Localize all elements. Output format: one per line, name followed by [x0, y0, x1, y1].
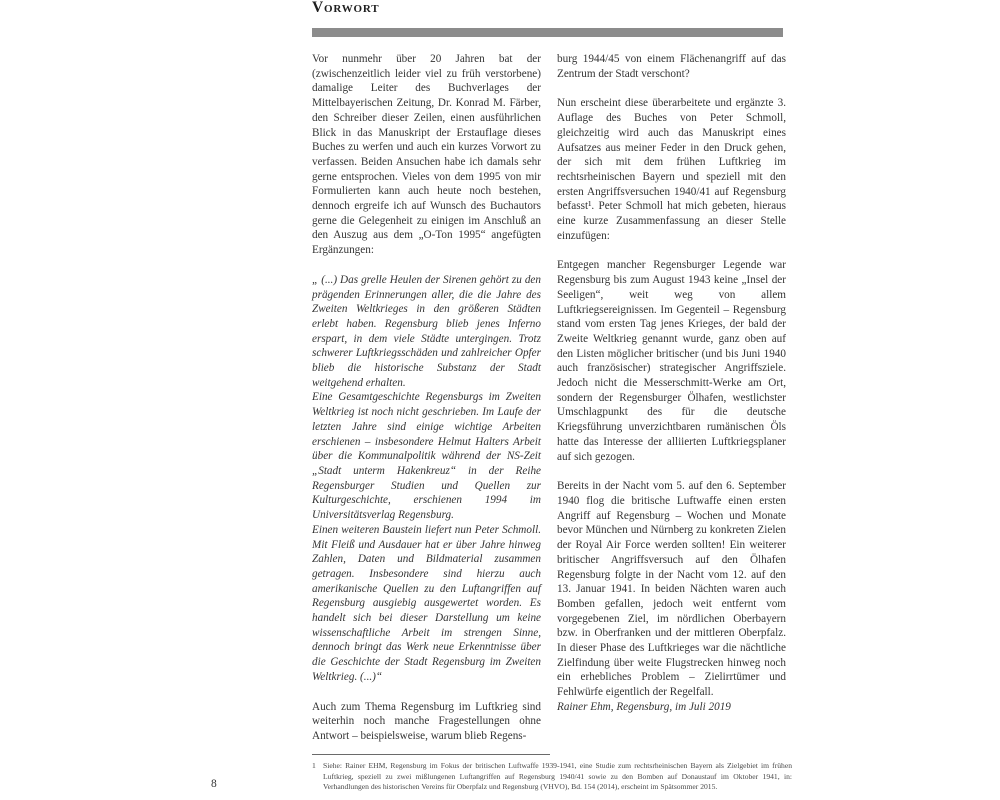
title-rule-bar: [312, 28, 783, 37]
foreword-paragraph-new-edition: Nun erscheint diese überarbeitete und ergänzte 3. Auflage des Buches von Peter Schmoll, gleichzeitig wird auch das Manuskript eines Aufsatzes aus meiner Feder in den Druck gehen, der sich mit dem frühen Luftkrieg im rechtsrheinischen Bayern und speziell mit den ersten Angriffsversuchen 1940/41 auf Regensburg befasst¹. Peter Schmoll hat mich gebeten, hieraus eine kurze Zusammenfassung an dieser Stelle einzufügen:: [557, 97, 786, 242]
footnote-text: Siehe: Rainer EHM, Regensburg im Fokus der britischen Luftwaffe 1939-1941, eine Studie zum rechtsrheinischen Bayern als Zielgebiet im frühen Luftkrieg, speziell zu zwei mißlungenen Luftangriffen auf Regensburg 1940/41 sowie zu den Bomben auf Donaustauf im Oktober 1941, in: Verhandlungen des historischen Vereins für Oberpfalz und Regensburg (VHVO), Bd. 154 (2014), erscheint im Spätsommer 2015.: [323, 761, 792, 792]
footnote-divider: [312, 754, 550, 755]
page-title: Vorwort: [312, 0, 380, 16]
quote-paragraph-2: Eine Gesamtgeschichte Regensburgs im Zweiten Weltkrieg ist noch nicht geschrieben. Im Laufe der letzten Jahre sind einige wichtige Arbeiten erschienen – insbesondere Helmut Halters Arbeit über die Kommunalpolitik während der NS-Zeit „Stadt unterm Hakenkreuz“ in der Reihe Regensburger Studien und Quellen zur Kulturgeschichte, erschienen 1994 im Universitätsverlag Regensburg.: [312, 391, 541, 522]
text-columns: [312, 52, 786, 744]
right-column: [557, 52, 786, 744]
quote-paragraph-3: Einen weiteren Baustein liefert nun Peter Schmoll. Mit Fleiß und Ausdauer hat er über Jahre hinweg Zahlen, Daten und Bildmaterial zusammen getragen. Insbesondere sind hierzu auch amerikanische Quellen zu den Luftangriffen auf Regensburg ausgiebig ausgewertet worden. Es handelt sich bei dieser Darstellung um keine wissenschaftliche Arbeit im strengen Sinne, dennoch bringt das Werk neue Erkenntnisse über die Geschichte der Stadt Regensburg im Zweiten Weltkrieg. (...)“: [312, 523, 541, 683]
foreword-paragraph-raids: Bereits in der Nacht vom 5. auf den 6. September 1940 flog die britische Luftwaffe einen ersten Angriff auf Regensburg – Wochen und Monate bevor München und Nürnberg zu konkreten Zielen der Royal Air Force werden sollten! Ein weiterer britischer Angriffsversuch auf den Ölhafen Regensburg folgte in der Nacht vom 12. auf den 13. Januar 1941. In beiden Nächten waren auch Bomben gefallen, jedoch weit entfernt vom vorgegebenen Ziel, im nördlichen Oberbayern bzw. in Oberfranken und der mittleren Oberpfalz. In dieser Phase des Luftkrieges war die nächtliche Zielfindung über weite Flugstrecken hinweg noch ein erhebliches Problem – Zielirrtümer und Fehlwürfe eigentlich der Regelfall.: [557, 480, 786, 699]
author-signature: Rainer Ehm, Regensburg, im Juli 2019: [557, 700, 731, 713]
page-number: 8: [211, 778, 217, 790]
footnote-number: 1: [312, 761, 316, 770]
footnote: [312, 761, 792, 793]
foreword-paragraph-intro: Vor nunmehr über 20 Jahren bat der (zwischenzeitlich leider viel zu früh verstorbene) damalige Leiter des Buchverlages der Mittelbayerischen Zeitung, Dr. Konrad M. Färber, den Schreiber dieser Zeilen, einen ausführlichen Blick in das Manuskript der Erstauflage dieses Buches zu werfen und auch ein kurzes Vorwort zu verfassen. Beiden Ansuchen habe ich damals sehr gerne entsprochen. Vieles von dem 1995 von mir Formulierten kann auch heute noch bestehen, dennoch ergreife ich auf Wunsch des Buchautors gerne die Gelegenheit zu einigen im Anschluß an den Auszug aus dem „O-Ton 1995“ angefügten Ergänzungen:: [312, 53, 541, 257]
quote-paragraph-1: „ (...) Das grelle Heulen der Sirenen gehört zu den prägenden Erinnerungen aller, die die Jahre des Zweiten Weltkrieges in den größeren Städten erlebt haben. Regensburg blieb jenes Inferno erspart, in dem viele Städte untergingen. Trotz schwerer Luftkriegsschäden und zahlreicher Opfer blieb die historische Substanz der Stadt weitgehend erhalten.: [312, 273, 541, 389]
foreword-paragraph-question-continued: burg 1944/45 von einem Flächenangriff auf das Zentrum der Stadt verschont?: [557, 53, 786, 80]
foreword-paragraph-question: Auch zum Thema Regensburg im Luftkrieg sind weiterhin noch manche Fragestellungen ohne Antwort – beispielsweise, warum blieb Regens-: [312, 700, 541, 742]
left-column: [312, 52, 541, 744]
foreword-paragraph-legend: Entgegen mancher Regensburger Legende war Regensburg bis zum August 1943 keine „Insel der Seeligen“, weit weg von allem Luftkriegsereignissen. Im Gegenteil – Regensburg stand vom ersten Tag jenes Krieges, der bald der Zweite Weltkrieg genannt wurde, ganz oben auf den Listen möglicher britischer (und bis Juni 1940 auch französischer) strategischer Angriffsziele. Jedoch nicht die Messerschmitt-Werke am Ort, sondern der Regensburger Ölhafen, westlichster Umschlagpunkt des für die deutsche Kriegsführung unverzichtbaren rumänischen Öls hatte das Interesse der alliierten Luftkriegsplaner auf sich gezogen.: [557, 259, 786, 463]
